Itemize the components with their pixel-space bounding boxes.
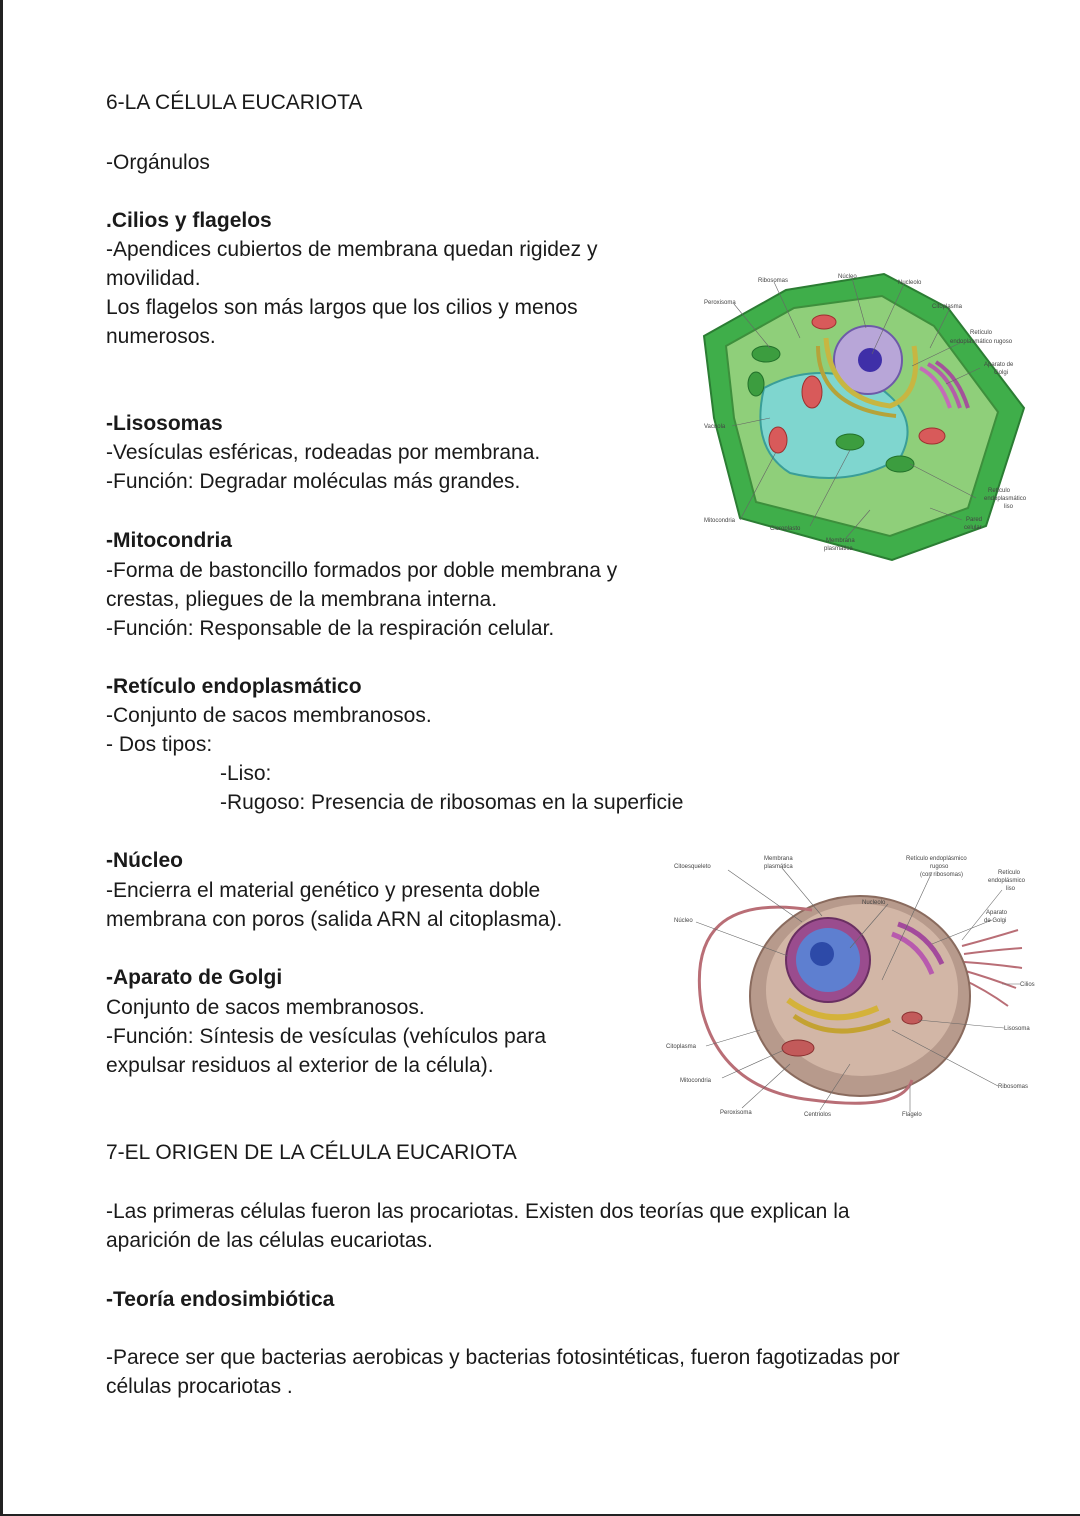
animal-label-flagellum: Flagelo xyxy=(902,1112,922,1118)
mitochondria-heading: -Mitocondria xyxy=(106,529,232,552)
animal-label-golgi: de Golgi xyxy=(984,918,1007,924)
animal-label-mitochondria: Mitocondria xyxy=(680,1078,712,1084)
animal-label-rough-er: Retículo endoplásmico xyxy=(906,856,967,862)
cilia-line: movilidad. xyxy=(106,267,201,290)
cilia-heading: .Cilios y flagelos xyxy=(106,209,272,232)
plant-label-cytoplasm: Citoplasma xyxy=(932,304,963,310)
plant-label-vacuole: Vacuola xyxy=(704,424,726,430)
er-line: - Dos tipos: xyxy=(106,733,213,756)
golgi-line: expulsar residuos al exterior de la célula). xyxy=(106,1054,494,1077)
mitochondria-line: -Forma de bastoncillo formados por doble membrana y xyxy=(106,559,618,582)
er-rough-line: -Rugoso: Presencia de ribosomas en la superficie xyxy=(220,791,684,814)
section-7-intro-line: -Las primeras células fueron las procariotas. Existen dos teorías que explican la xyxy=(106,1200,850,1223)
lysosome-line: -Vesículas esféricas, rodeadas por membrana. xyxy=(106,441,541,464)
plant-label-membrane: Membrana xyxy=(826,538,855,544)
plant-label-golgi: Golgi xyxy=(994,370,1009,376)
er-line: -Conjunto de sacos membranosos. xyxy=(106,704,432,727)
plant-label-rough-er: endoplasmático rugoso xyxy=(950,339,1013,345)
animal-label-rough-er: rugoso xyxy=(930,864,949,870)
plant-label-golgi: Aparato de xyxy=(984,362,1014,368)
nucleus-heading: -Núcleo xyxy=(106,849,184,872)
endosymbiotic-line: células procariotas . xyxy=(106,1375,293,1398)
cilia-line: numerosos. xyxy=(106,325,216,348)
er-smooth-line: -Liso: xyxy=(220,762,272,785)
animal-label-peroxisome: Peroxisoma xyxy=(720,1110,752,1116)
endosymbiotic-line: -Parece ser que bacterias aerobicas y bacterias fotosintéticas, fueron fagotizadas por xyxy=(106,1346,900,1369)
animal-label-rough-er: (con ribosomas) xyxy=(920,872,964,878)
plant-label-rough-er: Retículo xyxy=(970,330,993,336)
section-7-title: 7-EL ORIGEN DE LA CÉLULA EUCARIOTA xyxy=(106,1141,517,1164)
animal-label-nucleolus: Nucleolo xyxy=(862,900,886,906)
animal-label-membrane: plasmática xyxy=(764,864,793,870)
animal-label-golgi: Aparato xyxy=(986,910,1008,916)
cilia-line: -Apendices cubiertos de membrana quedan rigidez y xyxy=(106,238,598,261)
golgi-line: Conjunto de sacos membranosos. xyxy=(106,996,425,1019)
golgi-heading: -Aparato de Golgi xyxy=(106,966,283,989)
animal-label-centrioles: Centriolos xyxy=(804,1112,832,1118)
animal-label-ribosomes: Ribosomas xyxy=(998,1084,1029,1090)
animal-label-smooth-er: endoplásmico xyxy=(988,878,1026,884)
section-7-intro-line: aparición de las células eucariotas. xyxy=(106,1229,433,1252)
lysosome-heading: -Lisosomas xyxy=(106,412,223,435)
plant-label-peroxisome: Peroxisoma xyxy=(704,300,736,306)
animal-label-smooth-er: liso xyxy=(1006,886,1016,892)
golgi-line: -Función: Síntesis de vesículas (vehículos para xyxy=(106,1025,547,1048)
plant-label-cell-wall: celular xyxy=(964,525,982,531)
plant-label-smooth-er: endoplasmático xyxy=(984,496,1027,502)
plant-label-nucleolus: Nucleolo xyxy=(898,280,922,286)
animal-label-cilia: Cilios xyxy=(1020,982,1035,988)
animal-label-cytoskeleton: Citoesqueleto xyxy=(674,864,711,870)
plant-label-smooth-er: Retículo xyxy=(988,488,1011,494)
plant-label-ribosomes: Ribosomas xyxy=(758,278,789,284)
plant-label-smooth-er: liso xyxy=(1004,504,1014,510)
plant-label-mitochondria: Mitocondria xyxy=(704,518,736,524)
endosymbiotic-heading: -Teoría endosimbiótica xyxy=(106,1288,335,1311)
organelles-subtitle: -Orgánulos xyxy=(106,151,210,174)
animal-label-nucleus: Núcleo xyxy=(674,918,693,924)
plant-cell-diagram xyxy=(700,268,1040,563)
animal-label-cytoplasm: Citoplasma xyxy=(666,1044,697,1050)
plant-label-cell-wall: Pared xyxy=(966,517,983,523)
mitochondria-line: -Función: Responsable de la respiración celular. xyxy=(106,617,555,640)
animal-label-membrane: Membrana xyxy=(764,856,793,862)
plant-label-chloroplast: Cloroplasto xyxy=(770,526,801,532)
page-left-border xyxy=(0,0,3,1516)
plant-label-membrane: plasmática xyxy=(824,546,853,552)
nucleus-line: membrana con poros (salida ARN al citoplasma). xyxy=(106,908,563,931)
animal-cell-diagram xyxy=(662,850,1040,1122)
mitochondria-line: crestas, pliegues de la membrana interna. xyxy=(106,588,498,611)
cilia-line: Los flagelos son más largos que los cilios y menos xyxy=(106,296,578,319)
nucleus-line: -Encierra el material genético y presenta doble xyxy=(106,879,541,902)
lysosome-line: -Función: Degradar moléculas más grandes. xyxy=(106,470,521,493)
er-heading: -Retículo endoplasmático xyxy=(106,675,362,698)
section-6-title: 6-LA CÉLULA EUCARIOTA xyxy=(106,91,363,114)
animal-label-smooth-er: Retículo xyxy=(998,870,1021,876)
plant-label-nucleus: Núcleo xyxy=(838,274,857,280)
animal-label-lysosome: Lisosoma xyxy=(1004,1026,1030,1032)
